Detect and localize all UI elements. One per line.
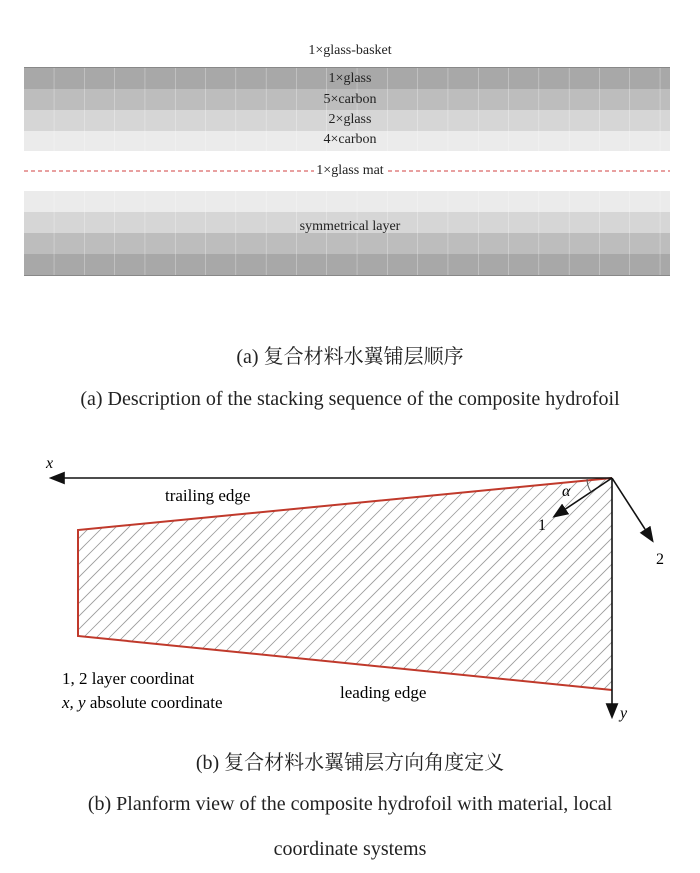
glass-basket-label: 1×glass-basket	[308, 43, 392, 58]
hatch-line	[0, 470, 56, 700]
hatch-line	[359, 470, 589, 700]
hatch-line	[320, 470, 550, 700]
hatch-line	[515, 470, 700, 700]
trailing-edge-label: trailing edge	[165, 486, 251, 505]
hatch-line	[580, 470, 700, 700]
hatch-line	[684, 470, 700, 700]
hatch-line	[424, 470, 654, 700]
hatch-line	[671, 470, 700, 700]
caption-a-cn: (a) 复合材料水翼铺层顺序	[236, 346, 464, 368]
hatch-line	[372, 470, 602, 700]
alpha-label: α	[562, 483, 571, 500]
layer-label-3: 2×glass	[328, 112, 372, 127]
x-axis-label: x	[46, 455, 54, 472]
hatch-line	[645, 470, 700, 700]
hatch-line	[489, 470, 700, 700]
hatch-line	[0, 470, 173, 700]
hatch-line	[0, 470, 108, 700]
hatch-line	[0, 470, 95, 700]
hatch-line	[398, 470, 628, 700]
legend-line-2: x, y absolute coordinate	[62, 693, 223, 712]
hatch-line	[450, 470, 680, 700]
layer-label-1: 1×glass	[328, 71, 372, 86]
caption-a-en: (a) Description of the stacking sequence of the composite hydrofoil	[80, 388, 620, 410]
direction-2-arrow	[612, 478, 652, 540]
hatch-line	[0, 470, 82, 700]
hatch-line	[0, 470, 43, 700]
hatch-line	[0, 470, 69, 700]
hatch-line	[0, 470, 121, 700]
hatch-line	[632, 470, 700, 700]
direction-1-label: 1	[538, 517, 546, 534]
hatch-line	[242, 470, 472, 700]
hatch-line	[294, 470, 524, 700]
hatch-line	[606, 470, 700, 700]
hatch-line	[619, 470, 700, 700]
hatch-line	[281, 470, 511, 700]
y-axis-label: y	[620, 705, 628, 722]
hatch-line	[437, 470, 667, 700]
caption-b-en-line1: (b) Planform view of the composite hydrofoil with material, local	[87, 793, 613, 815]
hatch-line	[658, 470, 700, 700]
legend-line-1: 1, 2 layer coordinat	[62, 669, 195, 688]
caption-b-cn: (b) 复合材料水翼铺层方向角度定义	[195, 752, 505, 774]
hatch-line	[385, 470, 615, 700]
glass-mat-label: 1×glass mat	[316, 163, 384, 178]
hatch-line	[0, 470, 30, 700]
hatch-line	[268, 470, 498, 700]
hatch-line	[0, 470, 186, 700]
hatch-line	[0, 470, 134, 700]
layer-label-2: 5×carbon	[323, 92, 377, 107]
hatch-line	[0, 470, 147, 700]
hatch-line	[411, 470, 641, 700]
hatch-line	[593, 470, 700, 700]
leading-edge-label: leading edge	[340, 683, 427, 702]
caption-b-en-line2: coordinate systems	[273, 838, 427, 860]
hatch-line	[346, 470, 576, 700]
hatch-line	[528, 470, 700, 700]
direction-2-label: 2	[656, 551, 664, 568]
layer-label-4: 4×carbon	[323, 132, 377, 147]
planform-diagram	[0, 440, 700, 730]
hatch-line	[463, 470, 693, 700]
hatch-line	[567, 470, 700, 700]
symmetrical-layer-label: symmetrical layer	[299, 219, 401, 234]
